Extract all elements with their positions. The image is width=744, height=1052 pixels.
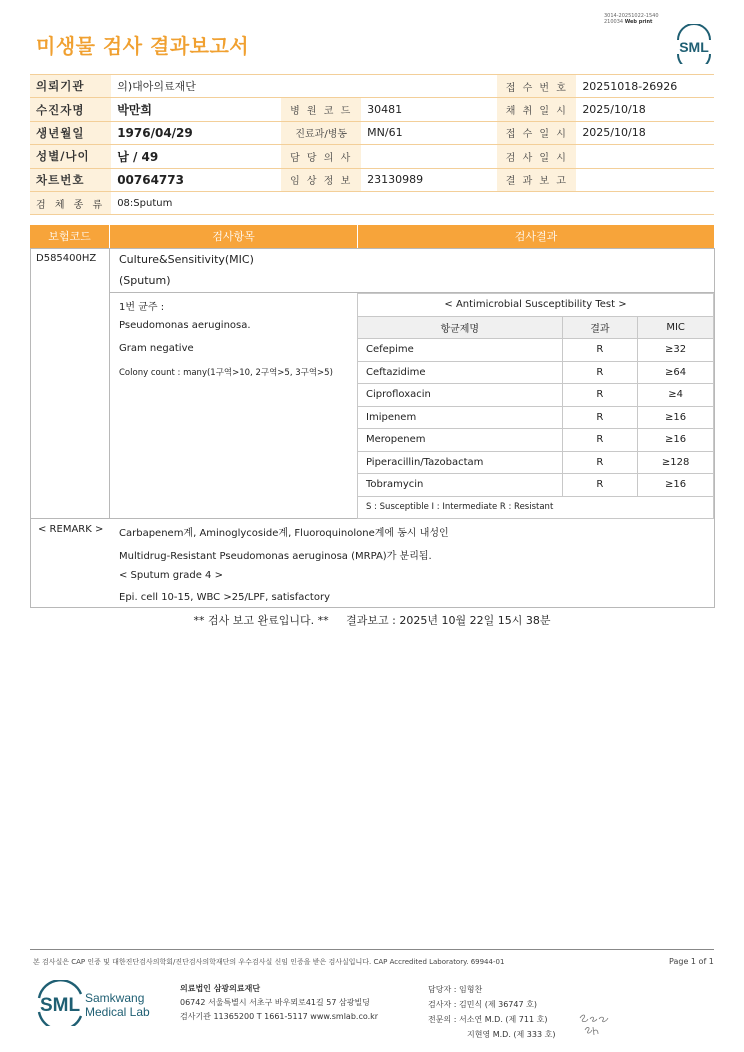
patient-info-table (30, 74, 714, 215)
ast-result: R (562, 474, 638, 497)
dept-label: 진료과/병동 (281, 121, 361, 144)
specimen-label: 검 체 종 류 (30, 191, 111, 214)
doctor-value (361, 145, 497, 168)
svg-text:Medical Lab: Medical Lab (85, 1005, 150, 1019)
receipt-date-value: 2025/10/18 (576, 121, 714, 144)
dob-value: 1976/04/29 (111, 121, 281, 144)
ast-col-drug: 항균제명 (358, 316, 563, 339)
exam-date-value (576, 145, 714, 168)
report-value (576, 168, 714, 191)
certification-note: 본 검사실은 CAP 인증 및 대한진단검사의학회/진단검사의학재단의 우수검사실 신임 인증을 받은 검사실입니다. CAP Accredited Laboratory. 69944-01 (33, 958, 505, 966)
sex-age-value: 남 / 49 (111, 145, 281, 168)
ast-drug: Cefepime (358, 339, 563, 362)
signature-icon (577, 1010, 611, 1038)
print-code: 3014-20251022-1540 210034 Web print (604, 13, 659, 25)
col-result-header: 검사결과 (514, 230, 558, 243)
ast-row (358, 339, 714, 362)
dept-value: MN/61 (361, 121, 497, 144)
ast-result: R (562, 451, 638, 474)
ast-drug: Meropenem (358, 429, 563, 452)
footer-divider (30, 949, 714, 950)
ast-drug: Piperacillin/Tazobactam (358, 451, 563, 474)
requester-label: 의뢰기관 (30, 75, 111, 98)
ast-row (358, 451, 714, 474)
ast-drug: Ciprofloxacin (358, 384, 563, 407)
ast-mic: ≥16 (638, 406, 714, 429)
result-item-name: Culture&Sensitivity(MIC) (119, 253, 254, 266)
ast-result: R (562, 384, 638, 407)
dob-label: 생년월일 (30, 121, 111, 144)
remark-label: < REMARK > (38, 524, 104, 535)
clinical-value: 23130989 (361, 168, 497, 191)
doctor-label: 담 당 의 사 (281, 145, 361, 168)
remark-line: Multidrug-Resistant Pseudomonas aeruginosa (MRPA)가 분리됨. (119, 551, 432, 562)
collect-date-label: 채 취 일 시 (497, 98, 576, 121)
hospital-code-value: 30481 (361, 98, 497, 121)
sml-logo-icon (672, 24, 716, 64)
report-label: 결 과 보 고 (497, 168, 576, 191)
ast-mic: ≥16 (638, 474, 714, 497)
ast-title: < Antimicrobial Susceptibility Test > (358, 294, 714, 317)
receipt-no-value: 20251018-26926 (576, 75, 714, 98)
ast-mic: ≥16 (638, 429, 714, 452)
result-item-specimen: (Sputum) (119, 274, 171, 287)
svg-text:SML: SML (39, 995, 81, 1016)
svg-text:SML: SML (679, 39, 709, 55)
ast-result: R (562, 339, 638, 362)
organism-name: Pseudomonas aeruginosa. (119, 320, 251, 331)
ast-mic: ≥64 (638, 361, 714, 384)
ast-drug: Ceftazidime (358, 361, 563, 384)
remark-line: < Sputum grade 4 > (119, 570, 223, 581)
col-item-header: 검사항목 (212, 230, 255, 243)
result-code: D585400HZ (36, 253, 97, 264)
patient-label: 수진자명 (30, 98, 111, 121)
info-row (30, 121, 714, 144)
info-row (30, 98, 714, 121)
requester-value: 의)대아의료재단 (111, 75, 497, 98)
exam-date-label: 검 사 일 시 (497, 145, 576, 168)
organism-number: 1번 균주 : (119, 302, 165, 313)
hospital-code-label: 병 원 코 드 (281, 98, 361, 121)
sex-age-label: 성별/나이 (30, 145, 111, 168)
colony-count: Colony count : many(1구역>10, 2구역>5, 3구역>5) (119, 368, 333, 378)
completion-note: ** 검사 보고 완료입니다. ** 결과보고 : 2025년 10월 22일 15시 38분 (193, 614, 551, 627)
staff-info: 담당자 : 임형찬 검사자 : 김민식 (제 36747 호) 전문의 : 서소연 M.D. (제 711 호) 지현영 M.D. (제 333 호) (428, 985, 556, 1039)
ast-col-mic: MIC (638, 316, 714, 339)
ast-table (357, 293, 714, 519)
ast-row (358, 474, 714, 497)
collect-date-value: 2025/10/18 (576, 98, 714, 121)
col-code-header: 보험코드 (48, 230, 91, 243)
ast-drug: Tobramycin (358, 474, 563, 497)
institution-info: 의료법인 삼광의료재단 06742 서울특별시 서초구 바우뫼로41길 57 삼광빌딩 검사기관 11365200 T 1661-5117 www.smlab.co.kr (180, 984, 379, 1021)
samkwang-logo-icon (36, 980, 156, 1026)
ast-result: R (562, 406, 638, 429)
ast-result: R (562, 361, 638, 384)
clinical-label: 임 상 정 보 (281, 168, 361, 191)
info-row (30, 145, 714, 168)
ast-row (358, 361, 714, 384)
specimen-value: 08:Sputum (111, 191, 714, 214)
info-row (30, 168, 714, 191)
chart-no-label: 차트번호 (30, 168, 111, 191)
receipt-no-label: 접 수 번 호 (497, 75, 576, 98)
ast-result: R (562, 429, 638, 452)
ast-row (358, 384, 714, 407)
info-row (30, 75, 714, 98)
results-header (30, 225, 714, 248)
info-row (30, 191, 714, 214)
gram-stain: Gram negative (119, 343, 194, 354)
remark-line: Carbapenem계, Aminoglycoside계, Fluoroquinolone계에 동시 내성인 (119, 528, 449, 539)
ast-mic: ≥128 (638, 451, 714, 474)
ast-mic: ≥32 (638, 339, 714, 362)
ast-row (358, 429, 714, 452)
ast-row (358, 406, 714, 429)
divider (109, 248, 110, 518)
ast-drug: Imipenem (358, 406, 563, 429)
page-number: Page 1 of 1 (669, 957, 714, 966)
remark-line: Epi. cell 10-15, WBC >25/LPF, satisfactory (119, 592, 330, 603)
svg-text:Samkwang: Samkwang (85, 991, 145, 1005)
receipt-date-label: 접 수 일 시 (497, 121, 576, 144)
patient-value: 박만희 (111, 98, 281, 121)
chart-no-value: 00764773 (111, 168, 281, 191)
ast-legend: S : Susceptible I : Intermediate R : Resistant (358, 496, 714, 518)
ast-mic: ≥4 (638, 384, 714, 407)
page-title: 미생물 검사 결과보고서 (36, 34, 250, 58)
ast-col-result: 결과 (562, 316, 638, 339)
